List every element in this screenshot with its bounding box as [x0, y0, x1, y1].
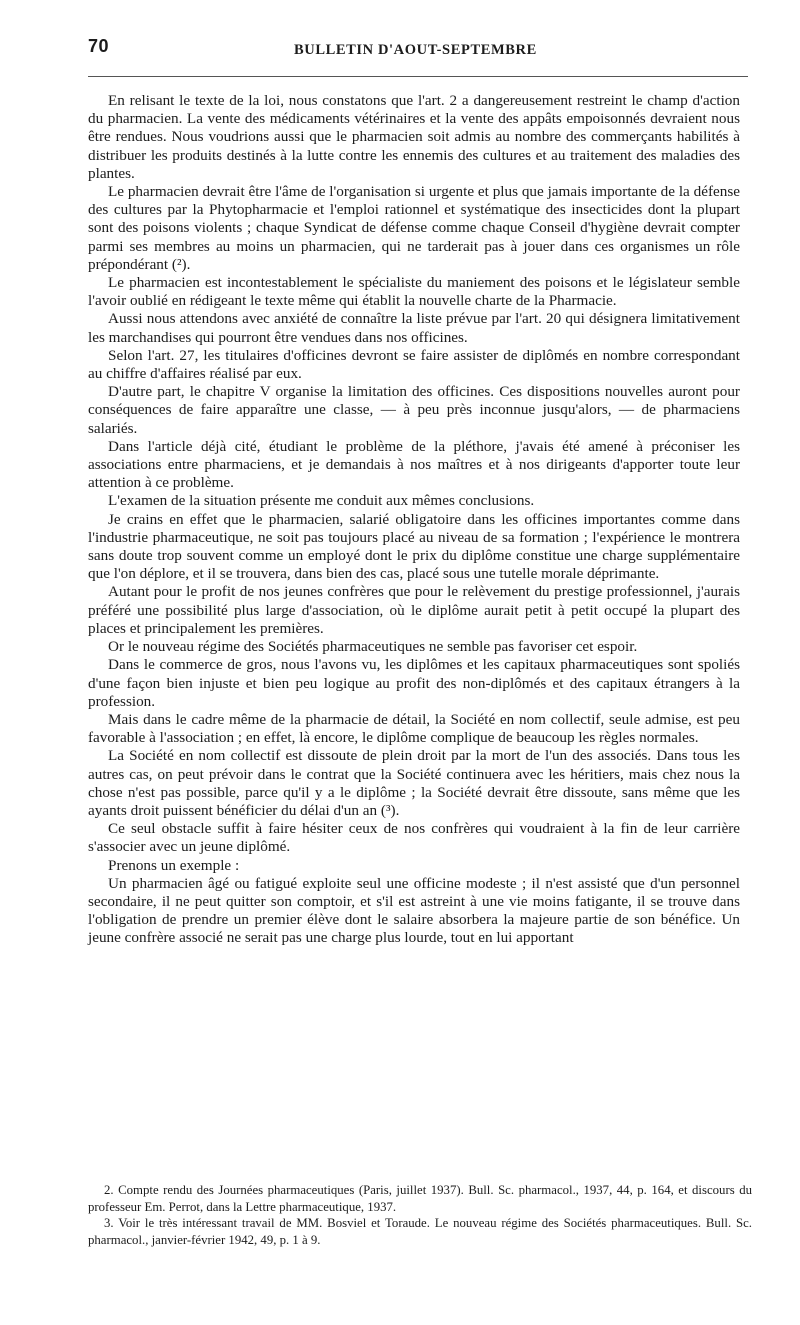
paragraph: Aussi nous attendons avec anxiété de connaître la liste prévue par l'art. 20 qui désignera limitativement les marchandises qui pourront être vendues dans nos officines. — [88, 310, 740, 346]
paragraph: Je crains en effet que le pharmacien, salarié obligatoire dans les officines importantes comme dans l'industrie pharmaceutique, ne soit pas toujours placé au niveau de sa formation ; l'expérience le montrera sans doute trop souvent comme un employé dont le prix du diplôme constitue une charge supplémentaire que l'on déplore, et il se trouvera, dans bien des cas, placé sous une tutelle morale déprimante. — [88, 510, 740, 583]
footnote: 3. Voir le très intéressant travail de MM. Bosviel et Toraude. Le nouveau régime des Sociétés pharmaceutiques. Bull. Sc. pharmacol., janvier-février 1942, 49, p. 1 à 9. — [88, 1216, 752, 1247]
paragraph: Autant pour le profit de nos jeunes confrères que pour le relèvement du prestige professionnel, j'aurais préféré une possibilité plus large d'association, où le diplôme aurait petit à petit occupé la plupart des places et principalement les premières. — [88, 583, 740, 637]
paragraph: Mais dans le cadre même de la pharmacie de détail, la Société en nom collectif, seule admise, est peu favorable à l'association ; en effet, là encore, le diplôme complique de beaucoup les règles normales. — [88, 710, 740, 747]
page-header — [88, 36, 740, 66]
paragraph: L'examen de la situation présente me conduit aux mêmes conclusions. — [108, 492, 535, 510]
paragraph: D'autre part, le chapitre V organise la limitation des officines. Ces dispositions nouvelles auront pour conséquences de faire apparaître une classe, — à peu près inconnue jusqu'alors, — de pharmaciens salariés. — [88, 383, 740, 437]
body-text — [88, 92, 740, 948]
paragraph: Dans l'article déjà cité, étudiant le problème de la pléthore, j'avais été amené à préconiser les associations entre pharmaciens, et je demandais à nos maîtres et à nos dirigeants d'apporter toute leur attention à ce problème. — [88, 437, 740, 492]
page-number: 70 — [88, 36, 110, 56]
paragraph: Prenons un exemple : — [108, 856, 240, 874]
paragraph: Le pharmacien est incontestablement le spécialiste du maniement des poisons et le législateur semble l'avoir oublié en rédigeant le texte même qui établit la nouvelle charte de la Pharmacie. — [88, 274, 740, 310]
paragraph: Selon l'art. 27, les titulaires d'officines devront se faire assister de diplômés en nombre correspondant au chiffre d'affaires réalisé par eux. — [88, 346, 740, 383]
footnote: 2. Compte rendu des Journées pharmaceutiques (Paris, juillet 1937). Bull. Sc. pharmacol., 1937, 44, p. 164, et discours du professeur Em. Perrot, dans la Lettre pharmaceutique, 1937. — [88, 1183, 752, 1214]
paragraph: Dans le commerce de gros, nous l'avons vu, les diplômes et les capitaux pharmaceutiques sont spoliés d'une façon bien injuste et bien peu logique au profit des non-diplômés et des capitaux étrangers à la profession. — [88, 656, 740, 710]
header-divider — [88, 76, 748, 77]
paragraph: La Société en nom collectif est dissoute de plein droit par la mort de l'un des associés. Dans tous les autres cas, on peut prévoir dans le contrat que la Société continuera avec les héritiers, mais chez nous la chose n'est pas possible, parce qu'il y a le diplôme ; la Société devrait être dissoute, sans même que les ayants droit puissent bénéficier du délai d'un an (³). — [88, 747, 740, 819]
running-title: BULLETIN D'AOUT-SEPTEMBRE — [294, 42, 537, 58]
paragraph: Le pharmacien devrait être l'âme de l'organisation si urgente et plus que jamais importante de la défense des cultures par la Phytopharmacie et l'emploi rationnel et systématique des insecticides dont la plupart sont des poisons violents ; chaque Syndicat de défense comme chaque Conseil d'hygiène devrait compter parmi ses membres au moins un pharmacien, qui ne tarderait pas à jouer dans ces organismes un rôle prépondérant (²). — [88, 183, 740, 273]
paragraph: Or le nouveau régime des Sociétés pharmaceutiques ne semble pas favoriser cet espoir. — [108, 638, 638, 656]
paragraph: Un pharmacien âgé ou fatigué exploite seul une officine modeste ; il n'est assisté que d'un personnel secondaire, il ne peut quitter son comptoir, et s'il est astreint à une vie moins fatigante, il se trouve dans l'obligation de prendre un premier élève dont le salaire absorbera la majeure partie de son bénéfice. Un jeune confrère associé ne serait pas une charge plus lourde, tout en lui apportant — [88, 874, 740, 947]
paragraph: En relisant le texte de la loi, nous constatons que l'art. 2 a dangereusement restreint le champ d'action du pharmacien. La vente des médicaments vétérinaires et la vente des appâts empoisonnés devraient nous être rendues. Nous voudrions aussi que le pharmacien soit admis au nombre des commerçants habilités à distribuer les produits destinés à la lutte contre les ennemis des cultures et au traitement des maladies des plantes. — [88, 92, 740, 182]
footnotes — [88, 1182, 752, 1248]
paragraph: Ce seul obstacle suffit à faire hésiter ceux de nos confrères qui voudraient à la fin de leur carrière s'associer avec un jeune diplômé. — [88, 820, 740, 856]
